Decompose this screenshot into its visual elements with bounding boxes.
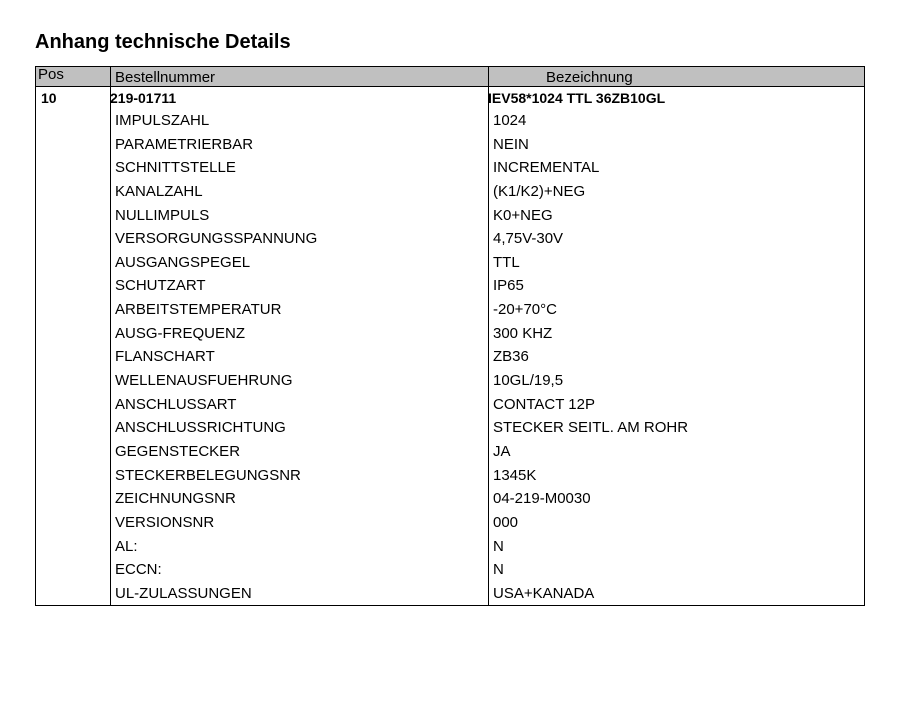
attribute-key: KANALZAHL bbox=[115, 182, 203, 200]
attribute-row bbox=[36, 275, 864, 299]
item-bezeichnung: IEV58*1024 TTL 36ZB10GL bbox=[488, 90, 666, 106]
attribute-value: 300 KHZ bbox=[493, 324, 553, 342]
attribute-row bbox=[36, 559, 864, 583]
attribute-value: STECKER SEITL. AM ROHR bbox=[493, 419, 689, 437]
attribute-key: ZEICHNUNGSNR bbox=[115, 490, 236, 508]
attribute-key: PARAMETRIERBAR bbox=[115, 135, 254, 153]
attribute-value: CONTACT 12P bbox=[493, 395, 595, 413]
attribute-value: 1024 bbox=[493, 112, 527, 129]
header-bestellnummer: Bestellnummer bbox=[115, 69, 216, 86]
attribute-row bbox=[36, 536, 864, 560]
attribute-key: ARBEITSTEMPERATUR bbox=[115, 301, 282, 319]
table-header bbox=[36, 67, 864, 87]
attribute-row bbox=[36, 205, 864, 229]
attribute-key: FLANSCHART bbox=[115, 348, 215, 366]
attribute-row bbox=[36, 417, 864, 441]
attribute-value: 000 bbox=[493, 513, 519, 531]
attribute-row bbox=[36, 465, 864, 489]
attribute-key: VERSIONSNR bbox=[115, 513, 215, 531]
attribute-row bbox=[36, 323, 864, 347]
attribute-value: JA bbox=[493, 442, 511, 460]
attribute-value: 10GL/19,5 bbox=[493, 372, 564, 390]
attribute-key: STECKERBELEGUNGSNR bbox=[115, 466, 301, 484]
attribute-row bbox=[36, 346, 864, 370]
attribute-row bbox=[36, 157, 864, 181]
attribute-row bbox=[36, 441, 864, 465]
attribute-value: K0+NEG bbox=[493, 206, 553, 224]
attribute-key: ECCN: bbox=[115, 561, 162, 579]
item-bestellnummer: 219-01711 bbox=[110, 90, 177, 106]
attribute-key: WELLENAUSFUEHRUNG bbox=[115, 372, 293, 390]
attribute-value: INCREMENTAL bbox=[493, 159, 600, 177]
attribute-key: SCHNITTSTELLE bbox=[115, 159, 236, 177]
attribute-key: UL-ZULASSUNGEN bbox=[115, 584, 252, 602]
attribute-key: ANSCHLUSSRICHTUNG bbox=[115, 419, 286, 437]
attribute-key: VERSORGUNGSSPANNUNG bbox=[115, 230, 318, 248]
attribute-value: -20+70°C bbox=[493, 301, 557, 319]
attribute-row bbox=[36, 110, 864, 134]
attribute-value: USA+KANADA bbox=[493, 584, 595, 602]
attribute-key: NULLIMPULS bbox=[115, 206, 210, 224]
attribute-key: AUSG-FREQUENZ bbox=[115, 324, 246, 342]
attribute-row bbox=[36, 370, 864, 394]
attribute-row bbox=[36, 488, 864, 512]
attribute-row bbox=[36, 583, 864, 607]
header-bezeichnung: Bezeichnung bbox=[546, 69, 633, 86]
attribute-value: 04-219-M0030 bbox=[493, 490, 591, 508]
attribute-value: (K1/K2)+NEG bbox=[493, 182, 586, 200]
item-row bbox=[36, 89, 864, 107]
attribute-value: N bbox=[493, 561, 504, 579]
attribute-key: ANSCHLUSSART bbox=[115, 395, 237, 413]
item-pos: 10 bbox=[41, 90, 57, 106]
attribute-row bbox=[36, 299, 864, 323]
attribute-row bbox=[36, 181, 864, 205]
attribute-value: TTL bbox=[493, 253, 520, 271]
attribute-key: AUSGANGSPEGEL bbox=[115, 253, 251, 271]
attribute-list bbox=[36, 110, 864, 606]
attribute-row bbox=[36, 512, 864, 536]
attribute-key: IMPULSZAHL bbox=[115, 112, 210, 129]
attribute-row bbox=[36, 252, 864, 276]
attribute-row bbox=[36, 228, 864, 252]
attribute-value: ZB36 bbox=[493, 348, 529, 366]
attribute-value: 4,75V-30V bbox=[493, 230, 564, 248]
attribute-value: N bbox=[493, 537, 504, 555]
attribute-key: GEGENSTECKER bbox=[115, 442, 241, 460]
attribute-value: NEIN bbox=[493, 135, 529, 153]
attribute-key: AL: bbox=[115, 537, 138, 555]
attribute-key: SCHUTZART bbox=[115, 277, 206, 295]
attribute-row bbox=[36, 394, 864, 418]
attribute-row bbox=[36, 134, 864, 158]
page-title: Anhang technische Details bbox=[35, 31, 291, 53]
attribute-value: 1345K bbox=[493, 466, 537, 484]
attribute-value: IP65 bbox=[493, 277, 524, 295]
technical-details-table bbox=[35, 66, 865, 606]
header-pos: Pos bbox=[38, 66, 64, 83]
